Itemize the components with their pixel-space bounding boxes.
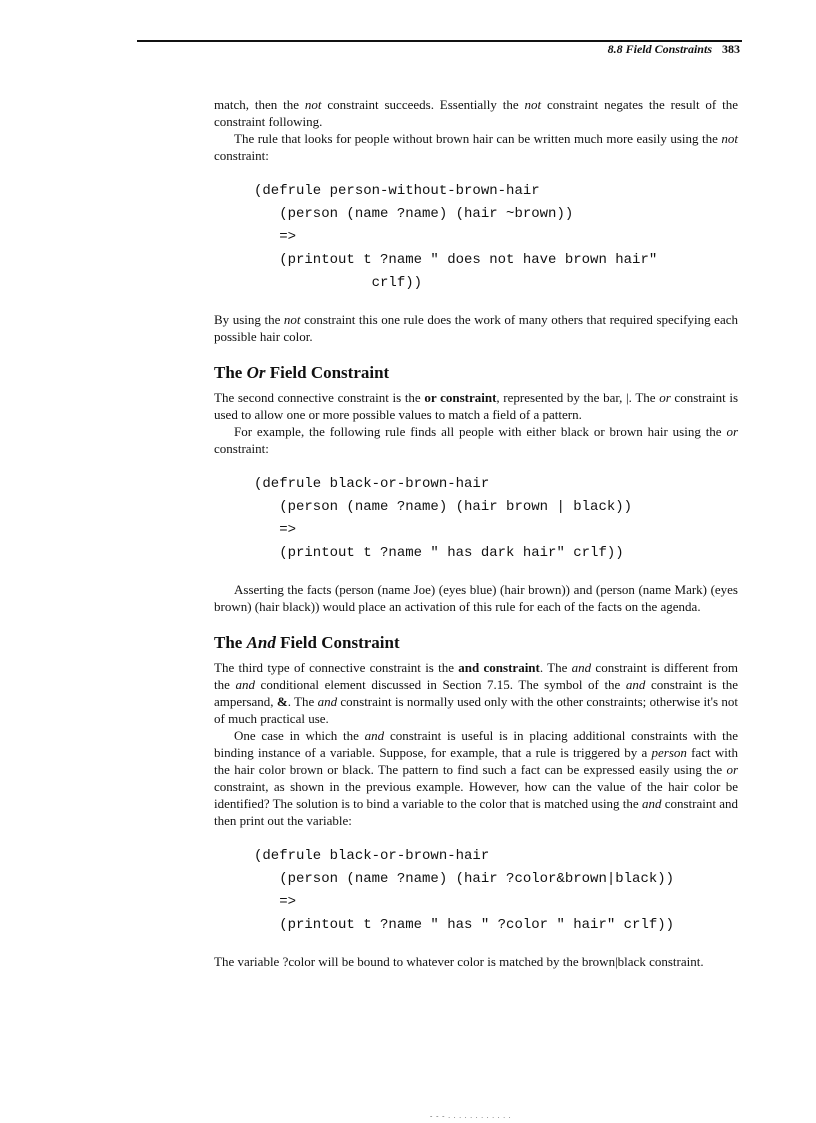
- heading-and-field-constraint: The And Field Constraint: [214, 633, 400, 652]
- paragraph-rule-intro: The rule that looks for people without brown hair can be written much more easily using the not constraint:: [214, 131, 738, 163]
- running-head: [608, 42, 740, 57]
- paragraph-asserting-facts: Asserting the facts (person (name Joe) (eyes blue) (hair brown)) and (person (name Mark) (eyes brown) (hair black)) would place an activation of this rule for each of the facts on the agenda.: [214, 582, 738, 614]
- heading-or-field-constraint: The Or Field Constraint: [214, 363, 390, 382]
- running-head-section: 8.8 Field Constraints: [607, 42, 712, 56]
- paragraph-not-summary: By using the not constraint this one rule does the work of many others that required specifying each possible hair color.: [214, 312, 738, 344]
- paragraph-and-usage: One case in which the and constraint is useful is in placing additional constraints with the binding instance of a variable. Suppose, for example, that a rule is triggered by a person fact with the hair color brown or black. The pattern to find such a fact can be expressed easily using the or constraint, as shown in the previous example. However, how can the value of the hair color be identified? The solution is to bind a variable to the color that is matched using the and constraint and then print out the variable:: [214, 728, 738, 828]
- paragraph-and-definition: The third type of connective constraint is the and constraint. The and constraint is different from the and conditional element discussed in Section 7.15. The symbol of the and constraint is the ampersand, &. The and constraint is normally used only with the other constraints; otherwise it's not of much practical use.: [214, 660, 738, 726]
- paragraph-or-definition: The second connective constraint is the or constraint, represented by the bar, |. The or constraint is used to allow one or more possible values to match a field of a pattern.: [214, 390, 739, 422]
- paragraph-or-example: For example, the following rule finds all people with either black or brown hair using the or constraint:: [214, 424, 738, 456]
- page-body: [214, 96, 738, 970]
- code-black-or-brown-hair-color: (defrule black-or-brown-hair (person (name ?name) (hair ?color&brown|black)) => (printout t ?name " has " ?color " hair" crlf)): [254, 848, 675, 933]
- code-person-without-brown-hair: (defrule person-without-brown-hair (person (name ?name) (hair ~brown)) => (printout t ?name " does not have brown hair" crlf)): [254, 183, 658, 291]
- paragraph-variable-color: The variable ?color will be bound to whatever color is matched by the brown|black constraint.: [214, 954, 704, 969]
- scan-artifact: - - - . . . . . . . . . . . .: [430, 1112, 512, 1120]
- page-number: 383: [722, 42, 740, 56]
- paragraph-not-result: match, then the not constraint succeeds. Essentially the not constraint negates the result of the constraint following.: [214, 97, 738, 129]
- code-black-or-brown-hair: (defrule black-or-brown-hair (person (name ?name) (hair brown | black)) => (printout t ?name " has dark hair" crlf)): [254, 476, 633, 561]
